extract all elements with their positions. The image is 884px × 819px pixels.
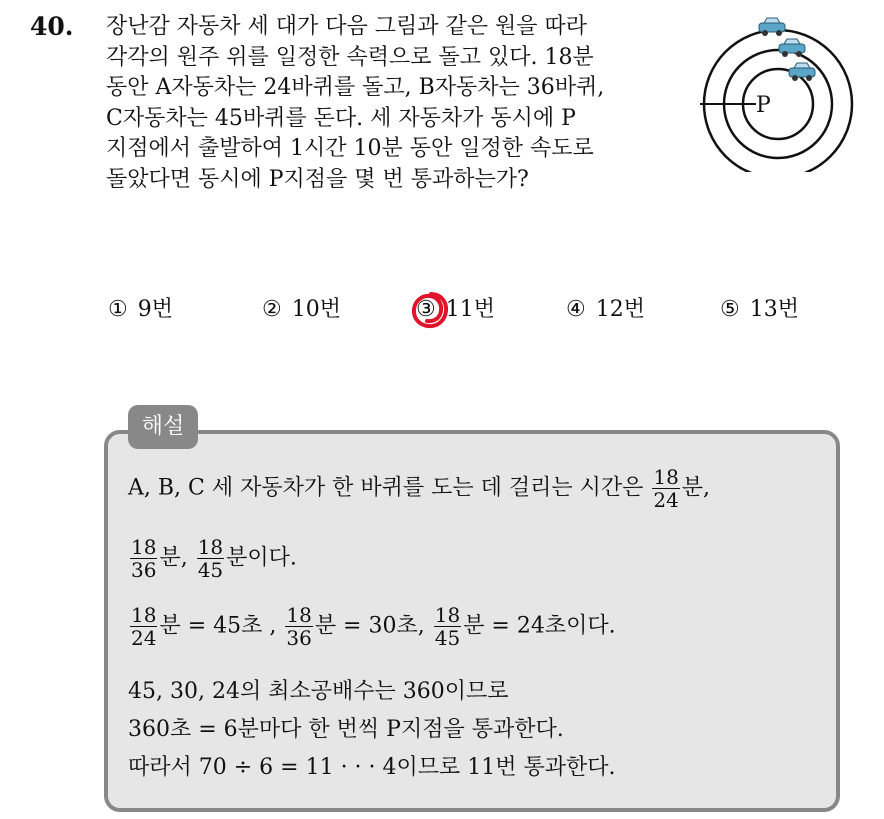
solution-line-3 [128, 604, 616, 649]
question-line: 돌았다면 동시에 P지점을 몇 번 통과하는가? [106, 166, 529, 192]
choice-5[interactable] [720, 292, 799, 323]
fraction [652, 466, 679, 511]
choice-number: ⑤ [720, 297, 740, 322]
solution-line-6: 따라서 70 ÷ 6 = 11 · · · 4이므로 11번 통과한다. [128, 755, 616, 780]
question-line: C자동차는 45바퀴를 돈다. 세 자동차가 동시에 P [106, 105, 576, 131]
fraction [197, 536, 224, 581]
choice-text: 11번 [445, 297, 495, 322]
fraction-numerator: 18 [434, 603, 461, 627]
choice-number: ② [262, 297, 282, 322]
point-p-label: P [756, 93, 771, 118]
choice-4[interactable] [566, 292, 645, 323]
choice-number: ① [108, 297, 128, 322]
fraction-numerator: 18 [286, 603, 312, 627]
choice-text: 13번 [749, 297, 799, 322]
choice-number: ④ [566, 297, 586, 322]
fraction-numerator: 18 [131, 535, 157, 559]
choice-3[interactable] [416, 292, 495, 323]
fraction-numerator: 18 [653, 465, 679, 489]
solution-line-2 [128, 536, 297, 581]
solution-line-1 [128, 466, 710, 511]
choice-text: 12번 [595, 297, 645, 322]
question-text [106, 12, 686, 195]
solution-text: 분이다. [226, 545, 297, 571]
fraction-numerator: 18 [197, 535, 224, 559]
question-line: 동안 A자동차는 24바퀴를 돌고, B자동차는 36바퀴, [106, 75, 605, 100]
fraction [434, 604, 461, 649]
track-figure [698, 12, 858, 172]
fraction-denominator: 24 [653, 488, 679, 512]
choice-text: 10번 [291, 297, 341, 322]
choice-1[interactable] [108, 292, 173, 323]
question-number: 40. [30, 12, 74, 41]
solution-tab: 해설 [128, 405, 198, 449]
fraction-denominator: 45 [197, 558, 224, 582]
question-line: 지점에서 출발하여 1시간 10분 동안 일정한 속도로 [106, 136, 594, 161]
fraction-denominator: 36 [131, 558, 157, 582]
solution-text: 분 = 24초이다. [463, 613, 616, 639]
fraction [130, 604, 157, 649]
outer-track [704, 30, 852, 172]
car-icon [759, 18, 785, 36]
solution-text: 분, [159, 545, 188, 571]
solution-text: 분, [681, 475, 711, 501]
solution-line-4: 45, 30, 24의 최소공배수는 360이므로 [128, 679, 509, 704]
fraction-denominator: 45 [434, 626, 461, 650]
question-line: 장난감 자동차 세 대가 다음 그림과 같은 원을 따라 [106, 14, 587, 39]
choice-2[interactable] [262, 292, 341, 323]
answer-choices [108, 292, 828, 328]
fraction-denominator: 24 [131, 626, 157, 650]
solution-line-5: 360초 = 6분마다 한 번씩 P지점을 통과한다. [128, 717, 564, 742]
fraction-numerator: 18 [131, 603, 157, 627]
choice-number: ③ [416, 297, 436, 322]
choice-text: 9번 [137, 297, 173, 322]
question-line: 각각의 원주 위를 일정한 속력으로 돌고 있다. 18분 [106, 44, 594, 70]
fraction [285, 604, 312, 649]
fraction-denominator: 36 [286, 626, 312, 650]
solution-text: 분 = 30초, [314, 613, 425, 639]
car-icon [779, 39, 805, 57]
fraction [130, 536, 157, 581]
solution-text: A, B, C 세 자동차가 한 바퀴를 도는 데 걸리는 시간은 [128, 475, 644, 501]
solution-text: 분 = 45초 , [159, 613, 277, 639]
